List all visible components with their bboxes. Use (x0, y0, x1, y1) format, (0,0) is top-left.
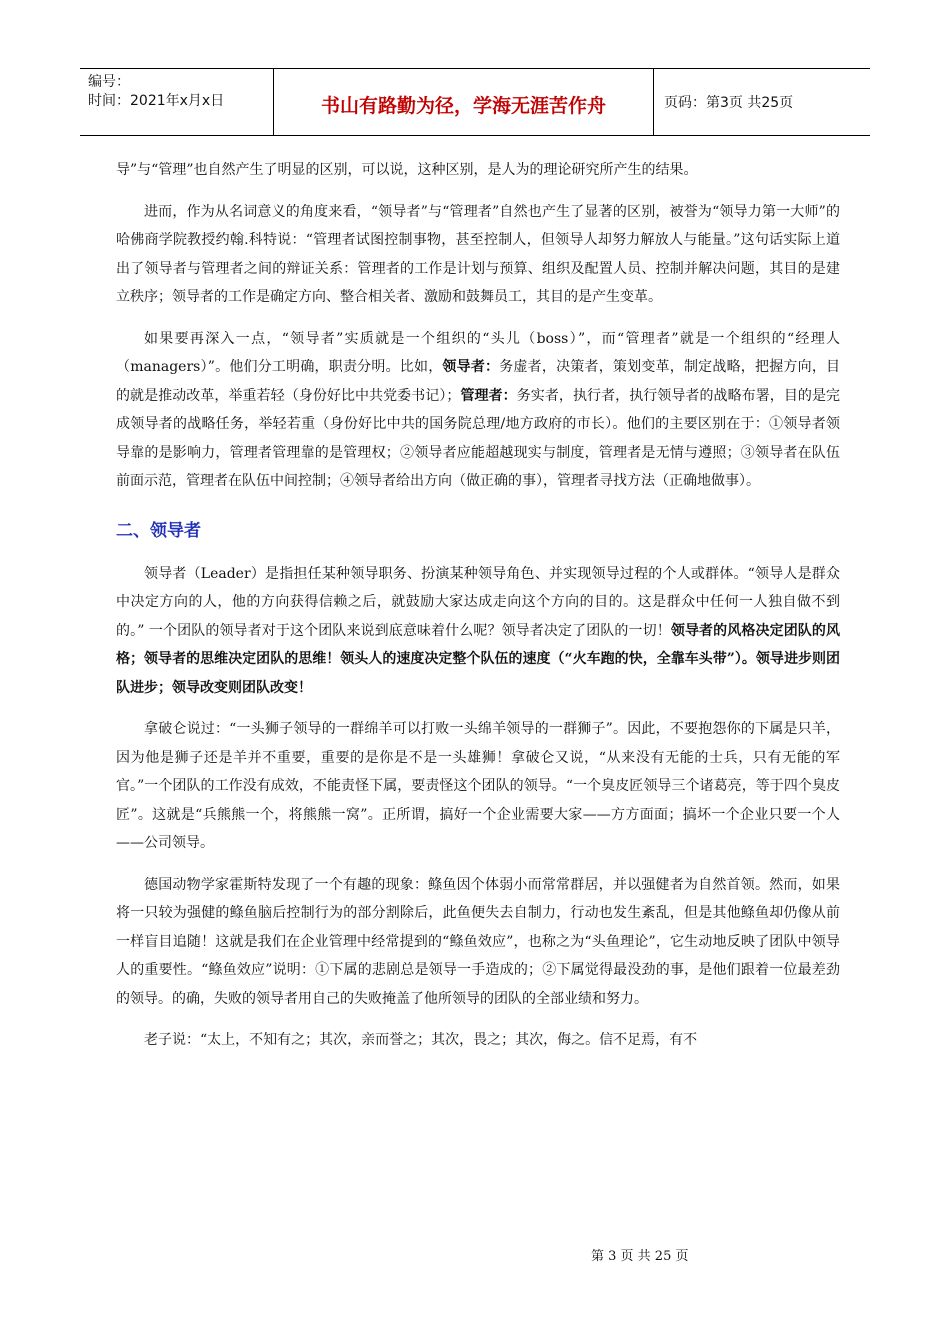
bold-term-manager: 管理者： (460, 387, 517, 404)
paragraph: 导”与“管理”也自然产生了明显的区别，可以说，这种区别，是人为的理论研究所产生的结果。 (116, 162, 698, 178)
document-body (116, 156, 840, 1068)
paragraph: 德国动物学家霍斯特发现了一个有趣的现象：鲦鱼因个体弱小而常常群居，并以强健者为自然首领。然而，如果将一只较为强健的鲦鱼脑后控制行为的部分割除后，此鱼便失去自制力，行动也发生紊乱，但是其他鲦鱼却仍像从前一样盲目追随！这就是我们在企业管理中经常提到的“鲦鱼效应”，也称之为“头鱼理论”，它生动地反映了团队中领导人的重要性。“鲦鱼效应”说明：①下属的悲剧总是领导一手造成的；②下属觉得最没劲的事，是他们跟着一位最差劲的领导。的确，失败的领导者用自己的失败掩盖了他所领导的团队的全部业绩和努力。 (116, 876, 840, 1007)
bold-emphasis: 领导者的风格决定团队的风格；领导者的思维决定团队的思维！领头人的速度决定整个队伍的速度（“火车跑的快，全靠车头带”）。领导进步则团队进步；领导改变则团队改变！ (116, 622, 841, 696)
paragraph-text: 务实者，执行者，执行领导者的战略布署，目的是完成领导者的战略任务，举轻若重（身份好比中共的国务院总理/地方政府的市长）。他们的主要区别在于：①领导者领导靠的是影响力，管理者管理靠的是管理权；②领导者应能超越现实与制度，管理者是无情与遵照；③领导者在队伍前面示范，管理者在队伍中间控制；④领导者给出方向（做正确的事），管理者寻找方法（正确地做事）。 (116, 387, 841, 489)
header-page-info: 页码：第3页 共25页 (664, 95, 794, 111)
paragraph: 老子说：“太上，不知有之；其次，亲而誉之；其次，畏之；其次，侮之。信不足焉，有不 (144, 1032, 698, 1048)
section-heading: 二、领导者 (116, 520, 201, 541)
document-number-label: 编号： (88, 74, 130, 90)
paragraph-text: 如果要再深入一点，“领导者”实质就是一个组织的“头儿（boss）”，而“管理者”就是一个组织的“经理人（managers）”。他们分工明确，职责分明。比如， (116, 330, 840, 375)
paragraph (116, 560, 840, 703)
bold-term-leader: 领导者： (442, 359, 500, 375)
paragraph (116, 325, 840, 496)
page-header (80, 68, 870, 136)
header-meta (80, 69, 274, 135)
paragraph-text: 务虚者，决策者，策划变革，制定战略，把握方向，目的就是推动改革，举重若轻（身份好比中共党委书记）； (116, 359, 841, 404)
paragraph: 进而，作为从名词意义的角度来看，“领导者”与“管理者”自然也产生了显著的区别，被誉为“领导力第一大师”的哈佛商学院教授约翰.科特说：“管理者试图控制事物，甚至控制人，但领导人却努力解放人与能量。”这句话实际上道出了领导者与管理者之间的辩证关系：管理者的工作是计划与预算、组织及配置人员、控制并解决问题，其目的是建立秩序；领导者的工作是确定方向、整合相关者、激励和鼓舞员工，其目的是产生变革。 (116, 203, 840, 305)
header-motto: 书山有路勤为径，学海无涯苦作舟 (274, 69, 654, 135)
footer-page-number: 第 3 页 共 25 页 (591, 1249, 689, 1264)
paragraph: 拿破仑说过：“一头狮子领导的一群绵羊可以打败一头绵羊领导的一群狮子”。因此，不要抱怨你的下属是只羊，因为他是狮子还是羊并不重要，重要的是你是不是一头雄狮！拿破仑又说，“从来没有无能的士兵，只有无能的军官。”一个团队的工作没有成效，不能责怪下属，要责怪这个团队的领导。“一个臭皮匠领导三个诸葛亮，等于四个臭皮匠”。这就是“兵熊熊一个，将熊熊一窝”。正所谓，搞好一个企业需要大家——方方面面；搞坏一个企业只要一个人——公司领导。 (116, 721, 840, 851)
paragraph-text: 领导者（Leader）是指担任某种领导职务、扮演某种领导角色、并实现领导过程的个人或群体。“领导人是群众中决定方向的人，他的方向获得信赖之后，就鼓励大家达成走向这个方向的目的。这是群众中任何一人独自做不到的。” 一个团队的领导者对于这个团队来说到底意味着什么呢？领导者决定了团队的一切！ (116, 565, 840, 639)
document-date: 时间：2021年x月x日 (88, 93, 225, 109)
